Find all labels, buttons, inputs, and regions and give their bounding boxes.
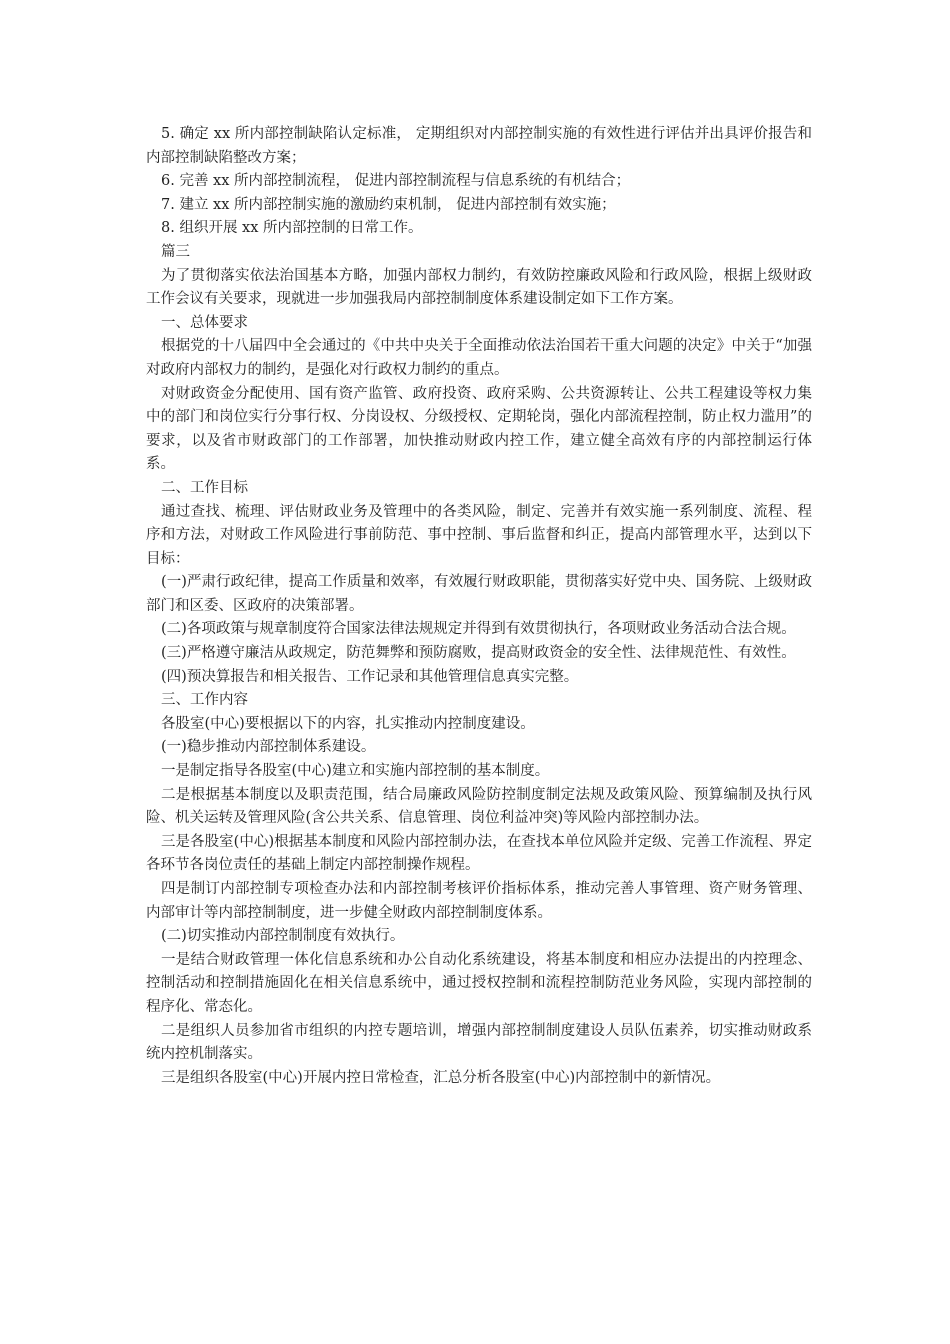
paragraph-content-intro: 各股室(中心)要根据以下的内容，扎实推动内控制度建设。 bbox=[161, 715, 535, 732]
paragraph-execution-2: 二是组织人员参加省市组织的内控专题培训，增强内部控制制度建设人员队伍素养，切实推动财政系统内控机制落实。 bbox=[146, 1022, 812, 1063]
subheading-system-building: (一)稳步推动内部控制体系建设。 bbox=[161, 739, 376, 756]
paragraph-item-6: 6. 完善 xx 所内部控制流程， 促进内部控制流程与信息系统的有机结合； bbox=[161, 173, 631, 190]
paragraph-goal-4: (四)预决算报告和相关报告、工作记录和其他管理信息真实完整。 bbox=[161, 668, 579, 685]
paragraph-goals-intro: 通过查找、梳理、评估财政业务及管理中的各类风险，制定、完善并有效实施一系列制度、流程、程序和方法，对财政工作风险进行事前防范、事中控制、事后监督和纠正，提高内部管理水平，达到以下目标： bbox=[146, 503, 812, 567]
paragraph-system-3: 三是各股室(中心)根据基本制度和风险内部控制办法，在查找本单位风险并定级、完善工作流程、界定各环节各岗位责任的基础上制定内部控制操作规程。 bbox=[146, 833, 812, 874]
document-body bbox=[146, 123, 812, 1090]
paragraph-item-8: 8. 组织开展 xx 所内部控制的日常工作。 bbox=[161, 220, 423, 237]
paragraph-goal-3: (三)严格遵守廉洁从政规定，防范舞弊和预防腐败，提高财政资金的安全性、法律规范性、有效性。 bbox=[161, 645, 796, 662]
section-title-pian-san: 篇三 bbox=[161, 243, 190, 260]
paragraph-power-control: 对财政资金分配使用、国有资产监管、政府投资、政府采购、公共资源转让、公共工程建设等权力集中的部门和岗位实行分事行权、分岗设权、分级授权、定期轮岗，强化内部流程控制，防止权力滥用”的要求，以及省市财政部门的工作部署，加快推动财政内控工作，建立健全高效有序的内部控制运行体系。 bbox=[146, 385, 812, 473]
paragraph-execution-1: 一是结合财政管理一体化信息系统和办公自动化系统建设，将基本制度和相应办法提出的内控理念、控制活动和控制措施固化在相关信息系统中，通过授权控制和流程控制防范业务风险，实现内部控制的程序化、常态化。 bbox=[146, 951, 812, 1015]
paragraph-item-7: 7. 建立 xx 所内部控制实施的激励约束机制， 促进内部控制有效实施； bbox=[161, 196, 616, 213]
subheading-execution: (二)切实推动内部控制制度有效执行。 bbox=[161, 928, 405, 945]
paragraph-goal-2: (二)各项政策与规章制度符合国家法律法规规定并得到有效贯彻执行，各项财政业务活动合法合规。 bbox=[161, 621, 796, 638]
paragraph-system-2: 二是根据基本制度以及职责范围，结合局廉政风险防控制度制定法规及政策风险、预算编制及执行风险、机关运转及管理风险(含公共关系、信息管理、岗位利益冲突)等风险内部控制办法。 bbox=[146, 786, 812, 827]
paragraph-execution-3: 三是组织各股室(中心)开展内控日常检查，汇总分析各股室(中心)内部控制中的新情况。 bbox=[161, 1069, 721, 1086]
paragraph-goal-1: (一)严肃行政纪律，提高工作质量和效率，有效履行财政职能，贯彻落实好党中央、国务院、上级财政部门和区委、区政府的决策部署。 bbox=[146, 574, 812, 614]
heading-work-content: 三、工作内容 bbox=[161, 692, 248, 709]
paragraph-item-5: 5. 确定 xx 所内部控制缺陷认定标准， 定期组织对内部控制实施的有效性进行评估并出具评价报告和内部控制缺陷整改方案； bbox=[146, 126, 812, 166]
heading-overall-requirements: 一、总体要求 bbox=[161, 314, 248, 331]
paragraph-intro: 为了贯彻落实依法治国基本方略，加强内部权力制约，有效防控廉政风险和行政风险，根据上级财政工作会议有关要求，现就进一步加强我局内部控制制度体系建设制定如下工作方案。 bbox=[146, 267, 812, 308]
heading-work-goals: 二、工作目标 bbox=[161, 479, 248, 496]
paragraph-system-4: 四是制订内部控制专项检查办法和内部控制考核评价指标体系，推动完善人事管理、资产财务管理、内部审计等内部控制制度，进一步健全财政内部控制制度体系。 bbox=[146, 881, 812, 921]
paragraph-basis: 根据党的十八届四中全会通过的《中共中央关于全面推动依法治国若干重大问题的决定》中关于“加强对政府内部权力的制约，是强化对行政权力制约的重点。 bbox=[146, 338, 812, 378]
paragraph-system-1: 一是制定指导各股室(中心)建立和实施内部控制的基本制度。 bbox=[161, 763, 550, 780]
